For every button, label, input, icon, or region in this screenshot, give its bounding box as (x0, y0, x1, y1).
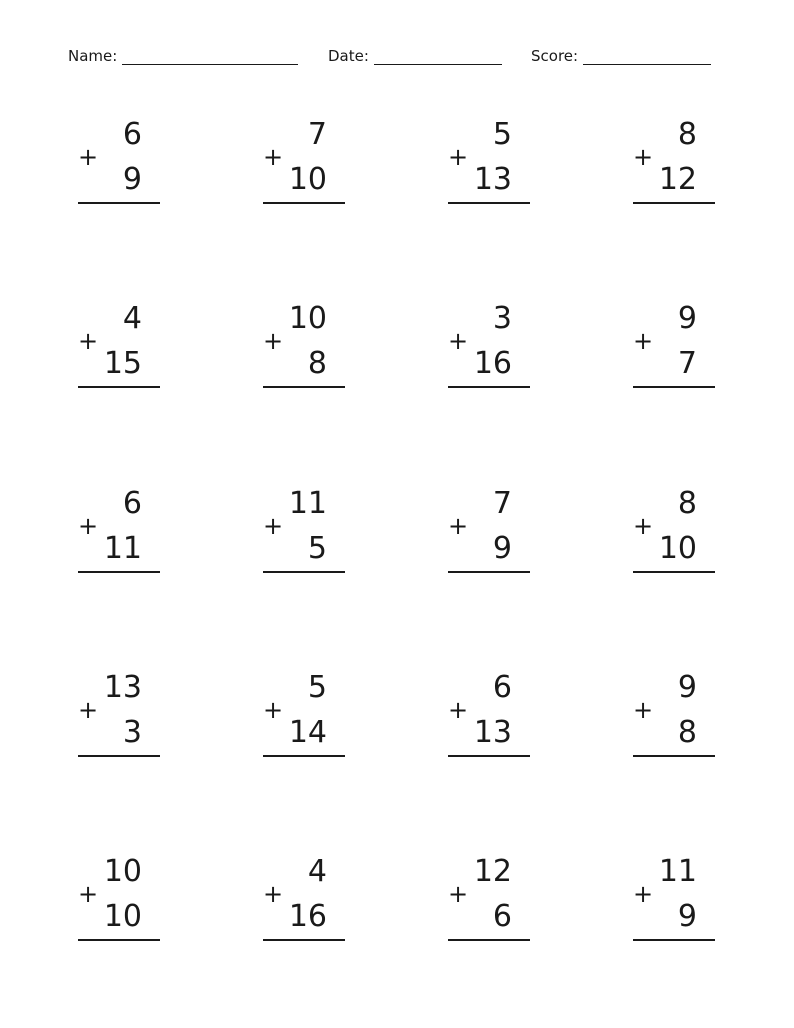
bottom-addend: 10 (103, 899, 142, 934)
addition-problem (263, 670, 345, 763)
bottom-addend: 5 (307, 531, 327, 566)
top-addend: 9 (677, 301, 697, 336)
answer-line[interactable] (78, 755, 160, 757)
answer-line[interactable] (78, 202, 160, 204)
plus-sign: + (633, 512, 654, 540)
plus-sign: + (633, 327, 654, 355)
top-addend: 7 (307, 117, 327, 152)
plus-sign: + (263, 327, 284, 355)
bottom-addend: 9 (492, 531, 512, 566)
answer-line[interactable] (448, 202, 530, 204)
bottom-addend: 10 (288, 162, 327, 197)
bottom-addend: 8 (307, 346, 327, 381)
addition-problem (263, 301, 345, 394)
bottom-addend: 16 (288, 899, 327, 934)
bottom-addend: 9 (122, 162, 142, 197)
bottom-addend: 15 (103, 346, 142, 381)
plus-sign: + (263, 512, 284, 540)
answer-line[interactable] (633, 755, 715, 757)
top-addend: 4 (307, 854, 327, 889)
bottom-addend: 3 (122, 715, 142, 750)
plus-sign: + (633, 143, 654, 171)
addition-problem (263, 486, 345, 579)
addition-problem (633, 854, 715, 947)
answer-line[interactable] (633, 571, 715, 573)
top-addend: 8 (677, 117, 697, 152)
addition-problem (633, 117, 715, 210)
plus-sign: + (78, 143, 99, 171)
addition-problem (448, 854, 530, 947)
answer-line[interactable] (633, 202, 715, 204)
answer-line[interactable] (448, 386, 530, 388)
plus-sign: + (448, 327, 469, 355)
plus-sign: + (78, 880, 99, 908)
top-addend: 11 (288, 486, 327, 521)
plus-sign: + (78, 327, 99, 355)
bottom-addend: 10 (658, 531, 697, 566)
addition-problem (448, 301, 530, 394)
addition-problem (448, 117, 530, 210)
plus-sign: + (633, 696, 654, 724)
answer-line[interactable] (78, 386, 160, 388)
answer-line[interactable] (448, 939, 530, 941)
answer-line[interactable] (263, 939, 345, 941)
top-addend: 11 (658, 854, 697, 889)
addition-problem (78, 486, 160, 579)
bottom-addend: 13 (473, 715, 512, 750)
plus-sign: + (78, 512, 99, 540)
top-addend: 10 (288, 301, 327, 336)
answer-line[interactable] (633, 939, 715, 941)
score-label: Score: (531, 47, 579, 65)
answer-line[interactable] (78, 571, 160, 573)
top-addend: 6 (122, 117, 142, 152)
name-label: Name: (68, 47, 118, 65)
bottom-addend: 12 (658, 162, 697, 197)
plus-sign: + (448, 143, 469, 171)
top-addend: 9 (677, 670, 697, 705)
addition-problem (78, 670, 160, 763)
answer-line[interactable] (263, 386, 345, 388)
addition-problem (78, 854, 160, 947)
plus-sign: + (263, 696, 284, 724)
bottom-addend: 6 (492, 899, 512, 934)
bottom-addend: 13 (473, 162, 512, 197)
addition-problem (633, 486, 715, 579)
addition-problem (263, 117, 345, 210)
addition-problem (78, 301, 160, 394)
plus-sign: + (448, 512, 469, 540)
answer-line[interactable] (448, 571, 530, 573)
answer-line[interactable] (78, 939, 160, 941)
plus-sign: + (448, 696, 469, 724)
top-addend: 3 (492, 301, 512, 336)
top-addend: 7 (492, 486, 512, 521)
date-label: Date: (328, 47, 369, 65)
bottom-addend: 16 (473, 346, 512, 381)
top-addend: 13 (103, 670, 142, 705)
top-addend: 10 (103, 854, 142, 889)
top-addend: 12 (473, 854, 512, 889)
addition-problem (448, 486, 530, 579)
top-addend: 6 (122, 486, 142, 521)
top-addend: 4 (122, 301, 142, 336)
addition-problem (633, 301, 715, 394)
top-addend: 6 (492, 670, 512, 705)
top-addend: 8 (677, 486, 697, 521)
addition-problem (448, 670, 530, 763)
bottom-addend: 8 (677, 715, 697, 750)
addition-problem (78, 117, 160, 210)
answer-line[interactable] (633, 386, 715, 388)
plus-sign: + (448, 880, 469, 908)
top-addend: 5 (307, 670, 327, 705)
answer-line[interactable] (448, 755, 530, 757)
answer-line[interactable] (263, 571, 345, 573)
bottom-addend: 9 (677, 899, 697, 934)
bottom-addend: 7 (677, 346, 697, 381)
addition-problem (633, 670, 715, 763)
bottom-addend: 11 (103, 531, 142, 566)
plus-sign: + (263, 880, 284, 908)
top-addend: 5 (492, 117, 512, 152)
bottom-addend: 14 (288, 715, 327, 750)
plus-sign: + (633, 880, 654, 908)
plus-sign: + (263, 143, 284, 171)
answer-line[interactable] (263, 202, 345, 204)
plus-sign: + (78, 696, 99, 724)
answer-line[interactable] (263, 755, 345, 757)
addition-problem (263, 854, 345, 947)
